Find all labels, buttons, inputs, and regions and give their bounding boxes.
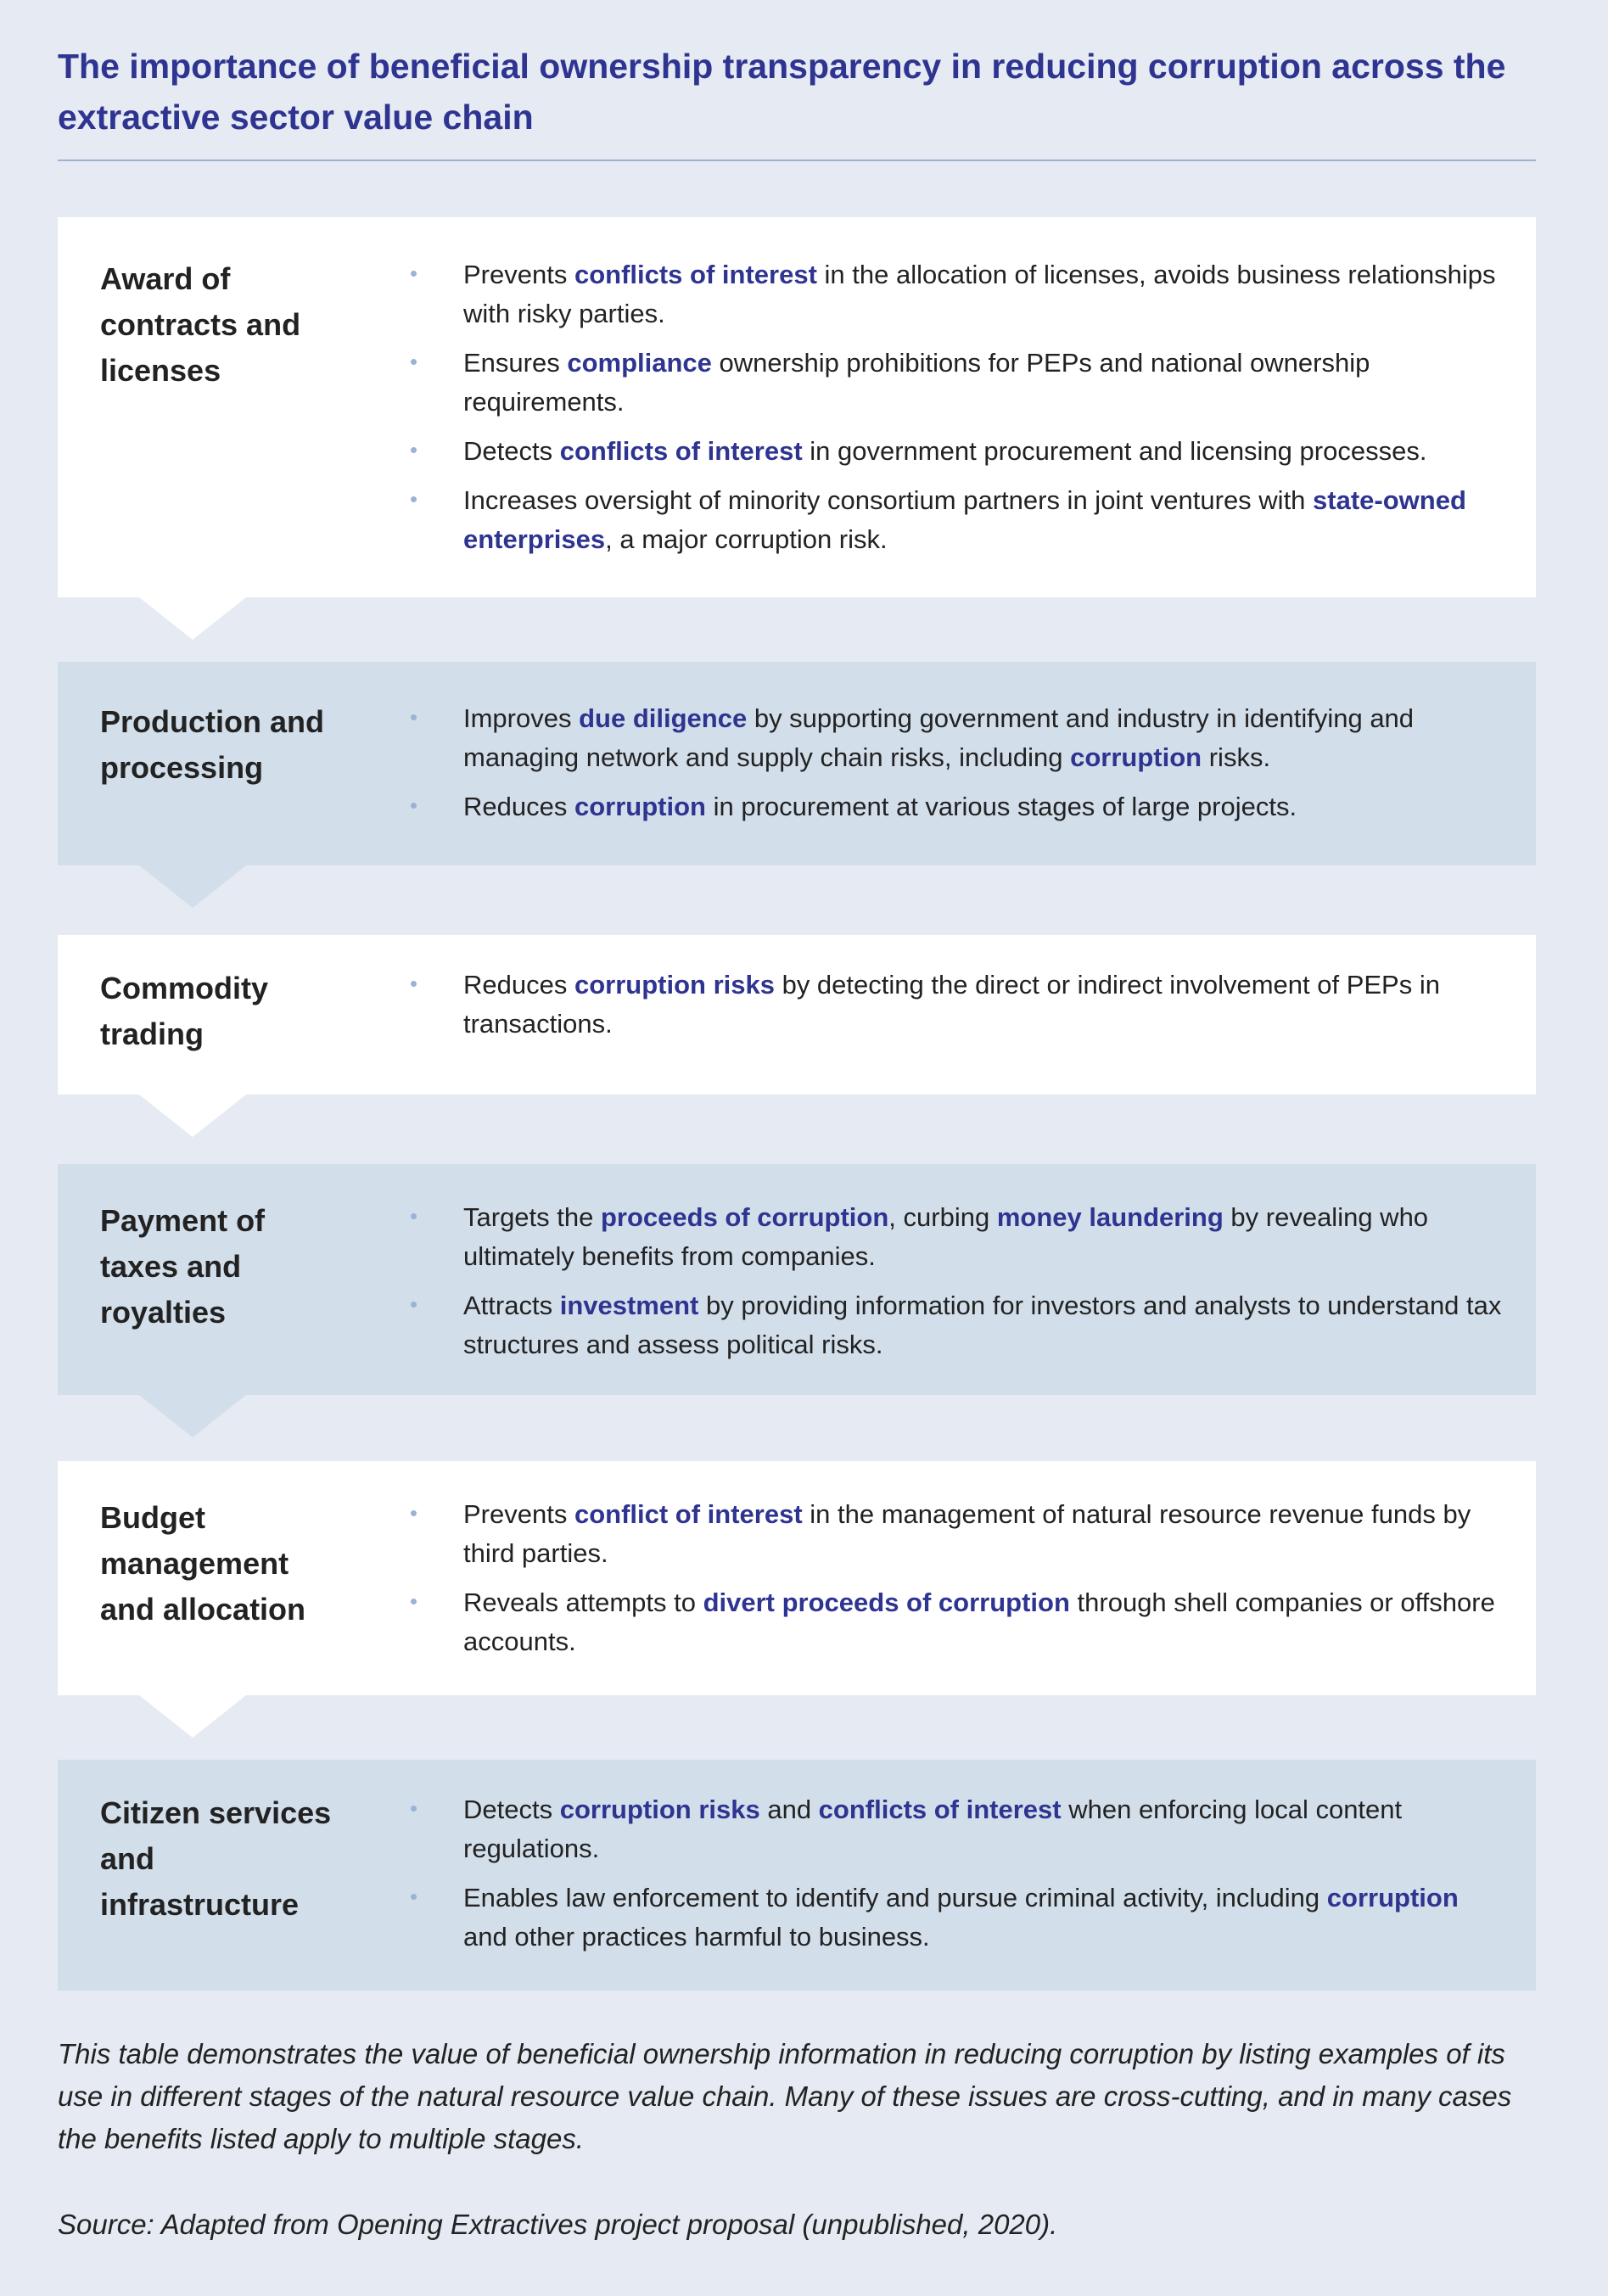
bullet-text: Increases oversight of minority consortium partners in joint ventures with bbox=[463, 485, 1314, 515]
highlight-term: corruption risks bbox=[559, 1795, 760, 1824]
bullet-item bbox=[404, 1790, 1507, 1868]
highlight-term: proceeds of corruption bbox=[600, 1202, 889, 1232]
bullet-text: Ensures bbox=[463, 348, 568, 378]
stage-award-of-contracts bbox=[58, 217, 1536, 597]
flow-arrow bbox=[139, 1395, 246, 1437]
highlight-term: investment bbox=[559, 1291, 699, 1320]
bullet-item bbox=[404, 255, 1507, 333]
bullet-text: in the allocation of licenses, avoids business relationships with risky parties. bbox=[463, 260, 1496, 328]
stage-label: Citizen services and infrastructure bbox=[100, 1795, 332, 1922]
bullet-item bbox=[404, 1583, 1507, 1661]
bullet-text: Prevents bbox=[463, 1499, 574, 1529]
stage-production-and-processing bbox=[58, 662, 1536, 865]
bullet-text: Enables law enforcement to identify and pursue criminal activity, including bbox=[463, 1883, 1327, 1912]
flow-arrow bbox=[139, 1695, 246, 1738]
bullet-text: when enforcing local content regulations. bbox=[463, 1795, 1403, 1863]
highlight-term: divert proceeds of corruption bbox=[703, 1588, 1070, 1617]
bullet-text: in the management of natural resource revenue funds by third parties. bbox=[463, 1499, 1471, 1568]
stage-label: Production and processing bbox=[100, 704, 324, 785]
title-divider bbox=[58, 160, 1536, 161]
stage-label: Payment of taxes and royalties bbox=[100, 1203, 266, 1330]
bullet-text: Targets the bbox=[463, 1202, 601, 1232]
highlight-term: conflicts of interest bbox=[818, 1795, 1062, 1824]
stage-bullets bbox=[404, 699, 1507, 837]
bullet-item bbox=[404, 1198, 1507, 1276]
bullet-item bbox=[404, 1495, 1507, 1573]
bullet-text: Detects bbox=[463, 436, 560, 466]
highlight-term: corruption bbox=[574, 792, 706, 821]
highlight-term: conflict of interest bbox=[574, 1499, 803, 1529]
highlight-term: compliance bbox=[567, 348, 712, 378]
stage-label: Commodity trading bbox=[100, 971, 268, 1051]
flow-arrow bbox=[139, 1095, 246, 1137]
bullet-text: Detects bbox=[463, 1795, 560, 1824]
bullet-text: in government procurement and licensing processes. bbox=[802, 436, 1427, 466]
highlight-term: conflicts of interest bbox=[559, 436, 803, 466]
highlight-term: corruption risks bbox=[574, 970, 775, 1000]
bullet-item bbox=[404, 1879, 1507, 1957]
bullet-text: Reduces bbox=[463, 792, 574, 821]
highlight-term: due diligence bbox=[579, 703, 748, 733]
bullet-item bbox=[404, 787, 1507, 826]
stage-payment-of-taxes bbox=[58, 1164, 1536, 1395]
bullet-text: Improves bbox=[463, 703, 580, 733]
highlight-term: conflicts of interest bbox=[574, 260, 817, 289]
stage-bullets bbox=[404, 1495, 1507, 1672]
bullet-text: by detecting the direct or indirect involvement of PEPs in transactions. bbox=[463, 970, 1440, 1039]
flow-arrow bbox=[139, 865, 246, 908]
bullet-item bbox=[404, 966, 1507, 1044]
bullet-text: by revealing who ultimately benefits from companies. bbox=[463, 1202, 1429, 1271]
bullet-text: ownership prohibitions for PEPs and national ownership requirements. bbox=[463, 348, 1370, 417]
bullet-text: , curbing bbox=[888, 1202, 997, 1232]
bullet-item bbox=[404, 1286, 1507, 1364]
bullet-item bbox=[404, 344, 1507, 422]
bullet-text: Reduces bbox=[463, 970, 574, 1000]
bullet-text: Prevents bbox=[463, 260, 574, 289]
bullet-text: by supporting government and industry in identifying and managing network and supply chain risks, including bbox=[463, 703, 1415, 772]
page-title: The importance of beneficial ownership transparency in reducing corruption across the extractive sector value chain bbox=[58, 47, 1506, 137]
stage-commodity-trading bbox=[58, 935, 1536, 1095]
bullet-text: through shell companies or offshore accounts. bbox=[463, 1588, 1495, 1656]
bullet-text: by providing information for investors and analysts to understand tax structures and assess political risks. bbox=[463, 1291, 1502, 1359]
bullet-item bbox=[404, 432, 1507, 471]
flow-arrow bbox=[139, 597, 246, 640]
bullet-item bbox=[404, 699, 1507, 777]
bullet-text: Reveals attempts to bbox=[463, 1588, 703, 1617]
highlight-term: corruption bbox=[1070, 742, 1202, 772]
highlight-term: corruption bbox=[1326, 1883, 1459, 1912]
bullet-text: risks. bbox=[1202, 742, 1271, 772]
stage-bullets bbox=[404, 966, 1507, 1054]
stage-label: Award of contracts and licenses bbox=[100, 261, 301, 388]
highlight-term: state-owned enterprises bbox=[463, 485, 1466, 554]
table-note: This table demonstrates the value of beneficial ownership information in reducing corruption by listing examples of its use in different stages of the natural resource value chain. Many of these issues are cross-cutting, and in many cases the benefits listed apply to multiple stages. bbox=[58, 2038, 1512, 2154]
stage-bullets bbox=[404, 255, 1507, 569]
stage-budget-management bbox=[58, 1461, 1536, 1695]
source-note: Source: Adapted from Opening Extractives project proposal (unpublished, 2020). bbox=[58, 2209, 1058, 2240]
stage-citizen-services bbox=[58, 1760, 1536, 1991]
highlight-term: money laundering bbox=[996, 1202, 1224, 1232]
bullet-text: Attracts bbox=[463, 1291, 560, 1320]
stage-bullets bbox=[404, 1790, 1507, 1967]
bullet-text: and other practices harmful to business. bbox=[463, 1922, 930, 1952]
bullet-text: , a major corruption risk. bbox=[605, 524, 888, 554]
bullet-text: in procurement at various stages of large projects. bbox=[705, 792, 1297, 821]
stage-label: Budget management and allocation bbox=[100, 1500, 306, 1627]
bullet-item bbox=[404, 481, 1507, 559]
bullet-text: and bbox=[759, 1795, 819, 1824]
stage-bullets bbox=[404, 1198, 1507, 1375]
